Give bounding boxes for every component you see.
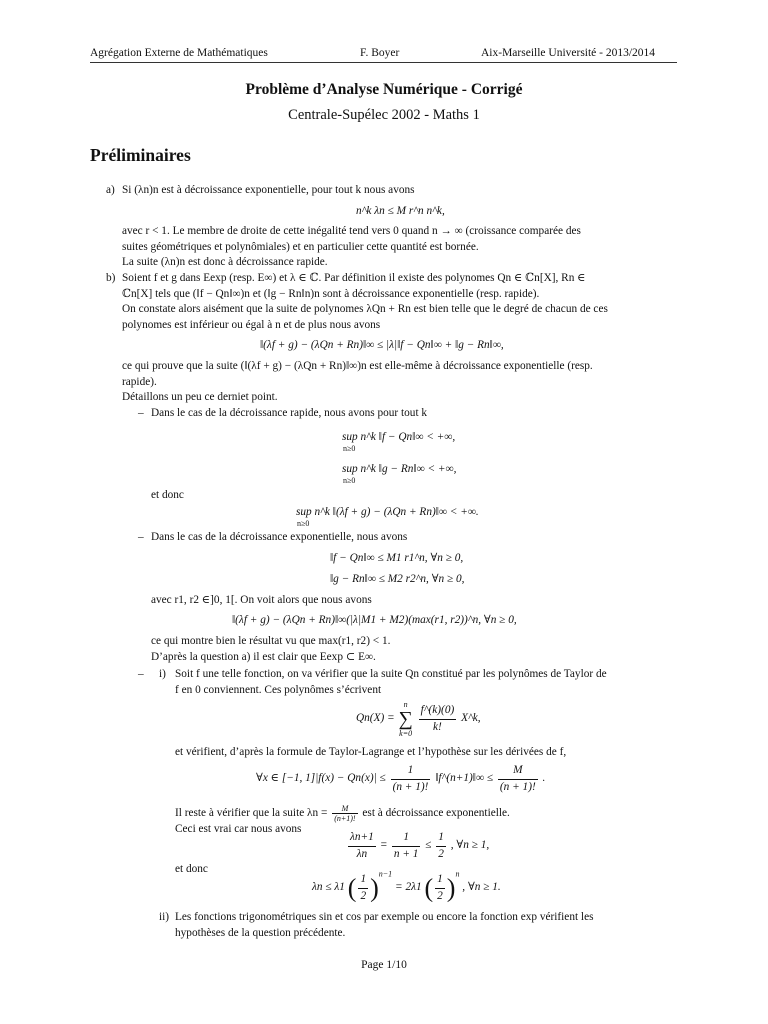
paragraph-line: Les fonctions trigonométriques sin et cos par exemple ou encore la fonction exp vérifient les <box>175 911 594 923</box>
header-left: Agrégation Externe de Mathématiques <box>90 47 268 59</box>
fraction <box>358 872 368 904</box>
sum-upper: n <box>403 700 408 709</box>
paragraph-line: Ceci est vrai car nous avons <box>175 823 302 835</box>
fraction-denominator: 2 <box>437 889 443 902</box>
fraction <box>435 872 445 904</box>
equation-middle: ‖f^(n+1)‖∞ ≤ <box>435 772 494 785</box>
equation-subscript: n≥0 <box>343 476 356 485</box>
item-label-a: a) <box>106 184 115 196</box>
equation-subscript: n≥0 <box>343 444 356 453</box>
equation-middle: = 2λ1 <box>395 881 422 894</box>
section-heading: Préliminaires <box>90 145 191 165</box>
fraction-denominator: (n+1)! <box>334 814 356 823</box>
paragraph-line: Soient f et g dans Eexp (resp. E∞) et λ ∈ ℂ. Par définition il existe des polynomes Qn ∈ ℂn[X], Rn ∈ <box>122 272 586 284</box>
fraction-numerator: 1 <box>436 830 446 847</box>
fraction-numerator: M <box>498 763 538 780</box>
sum-glyph: ∑ <box>398 708 413 730</box>
equation: ‖(λf + g) − (λQn + Rn)‖∞ ≤ |λ|‖f − Qn‖∞ + ‖g − Rn‖∞, <box>260 339 504 351</box>
left-paren: ( <box>424 873 434 903</box>
equation: ‖(λf + g) − (λQn + Rn)‖∞(|λ|M1 + M2)(max(r1, r2))^n, ∀n ≥ 0, <box>232 614 517 626</box>
paragraph-line: suites géométriques et polynômiales) et en particulier cette quantité est bornée. <box>122 241 479 253</box>
paragraph-line: On constate alors aisément que la suite de polynomes λQn + Rn est bien telle que le degré de chacun de ces <box>122 303 608 315</box>
equation-taylor <box>356 700 481 738</box>
paragraph-line: ce qui montre bien le résultat vu que max(r1, r2) < 1. <box>151 635 391 647</box>
equation-rhs: X^k, <box>461 712 481 725</box>
list-bullet: – <box>138 531 144 543</box>
equation-subscript: n≥0 <box>297 519 310 528</box>
equation-operator: ≤ <box>425 839 432 852</box>
left-paren: ( <box>347 873 357 903</box>
equation-ratio <box>346 830 489 862</box>
fraction-numerator: 1 <box>435 872 445 889</box>
equation-lhs: Qn(X) = <box>356 712 395 725</box>
paragraph-line: et donc <box>151 489 184 501</box>
fraction <box>348 830 376 862</box>
fraction-numerator: 1 <box>392 830 421 847</box>
item-label-ii: ii) <box>159 911 170 923</box>
equation-taylor-lagrange <box>256 763 545 795</box>
header-author: F. Boyer <box>360 47 400 59</box>
equation-end: . <box>542 772 546 785</box>
paragraph-line: hypothèses de la question précédente. <box>175 927 346 939</box>
exponent: n <box>455 869 460 879</box>
paragraph-line: Dans le cas de la décroissance exponentielle, nous avons <box>151 531 408 543</box>
paragraph-line: Si (λn)n est à décroissance exponentielle, pour tout k nous avons <box>122 184 415 196</box>
text-part: est à décroissance exponentielle. <box>362 807 510 820</box>
equation: sup n^k ‖f − Qn‖∞ < +∞, <box>342 431 456 443</box>
fraction-numerator: 1 <box>358 872 368 889</box>
item-label-i: i) <box>159 668 166 680</box>
sum-lower: k=0 <box>399 729 413 738</box>
equation-end: , ∀n ≥ 1. <box>462 881 501 894</box>
paragraph-line: Détaillons un peu ce derniet point. <box>122 391 278 403</box>
equation: sup n^k ‖(λf + g) − (λQn + Rn)‖∞ < +∞. <box>296 506 479 518</box>
list-bullet: – <box>138 407 144 419</box>
equation: n^k λn ≤ M r^n n^k, <box>356 205 445 217</box>
paragraph-line: et donc <box>175 863 208 875</box>
fraction-inline <box>332 804 357 823</box>
exponent: n−1 <box>378 869 393 879</box>
paragraph-line: f en 0 conviennent. Ces polynômes s’écrivent <box>175 684 382 696</box>
fraction-numerator: 1 <box>391 763 431 780</box>
fraction-denominator: n + 1 <box>393 847 419 860</box>
paragraph-line <box>175 804 510 823</box>
text-part: Il reste à vérifier que la suite λn = <box>175 807 328 820</box>
paragraph-line: polynomes est inférieur ou égal à n et de plus nous avons <box>122 319 381 331</box>
equation-lhs: λn ≤ λ1 <box>312 881 345 894</box>
right-paren: ) <box>370 873 379 903</box>
equation-lhs: ∀x ∈ [−1, 1]|f(x) − Qn(x)| ≤ <box>256 772 386 785</box>
fraction <box>498 763 538 795</box>
fraction-denominator: (n + 1)! <box>392 780 429 793</box>
paragraph-line: Dans le cas de la décroissance rapide, nous avons pour tout k <box>151 407 428 419</box>
fraction-denominator: k! <box>433 720 442 733</box>
fraction <box>419 703 457 735</box>
fraction <box>391 763 431 795</box>
paragraph-line: et vérifient, d’après la formule de Taylor-Lagrange et l’hypothèse sur les dérivées de f, <box>175 746 567 758</box>
fraction-numerator: λn+1 <box>348 830 376 847</box>
equation-geometric-bound <box>312 869 501 904</box>
paragraph-line: avec r1, r2 ∈]0, 1[. On voit alors que nous avons <box>151 594 372 606</box>
equation-operator: = <box>380 839 388 852</box>
page-number: Page 1/10 <box>361 959 407 971</box>
paragraph-line: ℂn[X] tels que (‖f − Qn‖∞)n et (‖g − Rn‖n)n sont à décroissance exponentielle (resp. rapide). <box>122 288 540 300</box>
document-title: Problème d’Analyse Numérique - Corrigé <box>245 81 523 98</box>
paragraph-line: La suite (λn)n est donc à décroissance rapide. <box>122 256 328 268</box>
fraction <box>436 830 446 862</box>
item-label-b: b) <box>106 272 116 284</box>
list-bullet: – <box>138 668 144 680</box>
sum-sign <box>399 700 413 738</box>
right-paren: ) <box>446 873 456 903</box>
equation: sup n^k ‖g − Rn‖∞ < +∞, <box>342 463 457 475</box>
fraction-numerator: M <box>332 804 357 814</box>
fraction <box>392 830 421 862</box>
paragraph-line: rapide). <box>122 376 157 388</box>
fraction-denominator: λn <box>356 847 368 860</box>
paragraph-line: Soit f une telle fonction, on va vérifier que la suite Qn constitué par les polynômes de Taylor de <box>175 668 607 680</box>
fraction-denominator: 2 <box>438 847 444 860</box>
paragraph-line: ce qui prouve que la suite (‖(λf + g) − (λQn + Rn)‖∞)n est elle-même à décroissance exponentielle (resp. <box>122 360 593 372</box>
fraction-denominator: (n + 1)! <box>499 780 536 793</box>
equation: ‖g − Rn‖∞ ≤ M2 r2^n, ∀n ≥ 0, <box>330 573 465 585</box>
fraction-denominator: 2 <box>360 889 367 902</box>
fraction-numerator: f^(k)(0) <box>419 703 457 720</box>
paragraph-line: avec r < 1. Le membre de droite de cette inégalité tend vers 0 quand n → ∞ (croissance comparée des <box>122 225 581 237</box>
header-rule <box>90 62 677 63</box>
equation-end: , ∀n ≥ 1, <box>450 839 490 852</box>
equation: ‖f − Qn‖∞ ≤ M1 r1^n, ∀n ≥ 0, <box>330 552 464 564</box>
paragraph-line: D’après la question a) il est clair que Eexp ⊂ E∞. <box>151 651 376 663</box>
header-right: Aix-Marseille Université - 2013/2014 <box>481 47 656 59</box>
document-subtitle: Centrale-Supélec 2002 - Maths 1 <box>288 107 480 123</box>
